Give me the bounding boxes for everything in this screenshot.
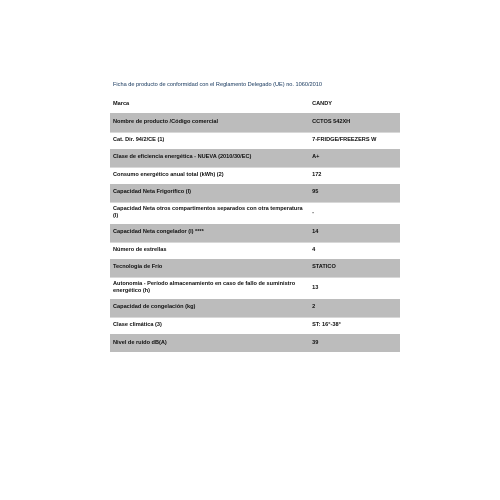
table-row: [110, 184, 400, 202]
row-label: Clase de eficiencia energética - NUEVA (2010/30/EC): [110, 149, 312, 167]
row-value: 172: [312, 167, 400, 184]
row-label: Cat. Dir. 94/2/CE (1): [110, 132, 312, 149]
row-label: Autonomía - Período almacenamiento en caso de fallo de suministro energético (h): [110, 277, 312, 299]
table-row: [110, 96, 400, 113]
row-value: 14: [312, 224, 400, 242]
row-label: Marca: [110, 96, 312, 113]
row-value: 2: [312, 299, 400, 317]
table-row: [110, 259, 400, 277]
row-label: Nivel de ruido dB(A): [110, 334, 312, 352]
row-label: Capacidad de congelación (kg): [110, 299, 312, 317]
table-row: [110, 167, 400, 184]
row-label: Consumo energético anual total (kWh) (2): [110, 167, 312, 184]
row-value: 7-FRIDGE/FREEZERS W: [312, 132, 400, 149]
table-row: [110, 202, 400, 224]
table-row: [110, 113, 400, 132]
row-label: Capacidad Neta Frigorífico (l): [110, 184, 312, 202]
product-fiche: [110, 82, 400, 352]
row-value: 95: [312, 184, 400, 202]
row-value: -: [312, 202, 400, 224]
row-label: Tecnología de Frío: [110, 259, 312, 277]
table-row: [110, 334, 400, 352]
table-row: [110, 224, 400, 242]
row-value: A+: [312, 149, 400, 167]
document-title: Ficha de producto de conformidad con el Reglamento Delegado (UE) no. 1060/2010: [113, 82, 322, 88]
row-label: Capacidad Neta otros compartimentos separados con otra temperatura (l): [110, 202, 312, 224]
row-label: Número de estrellas: [110, 242, 312, 259]
row-label: Nombre de producto /Código comercial: [110, 113, 312, 132]
row-label: Capacidad Neta congelador (l) ****: [110, 224, 312, 242]
table-row: [110, 132, 400, 149]
row-value: STATICO: [312, 259, 400, 277]
row-value: 13: [312, 277, 400, 299]
row-value: ST: 16°-38°: [312, 317, 400, 334]
table-row: [110, 317, 400, 334]
row-value: 39: [312, 334, 400, 352]
spec-table-body: [110, 96, 400, 352]
table-row: [110, 149, 400, 167]
row-value: 4: [312, 242, 400, 259]
table-row: [110, 242, 400, 259]
spec-table: [110, 96, 400, 352]
row-value: CCTOS 542XH: [312, 113, 400, 132]
table-row: [110, 277, 400, 299]
row-value: CANDY: [312, 96, 400, 113]
row-label: Clase climática (3): [110, 317, 312, 334]
table-row: [110, 299, 400, 317]
